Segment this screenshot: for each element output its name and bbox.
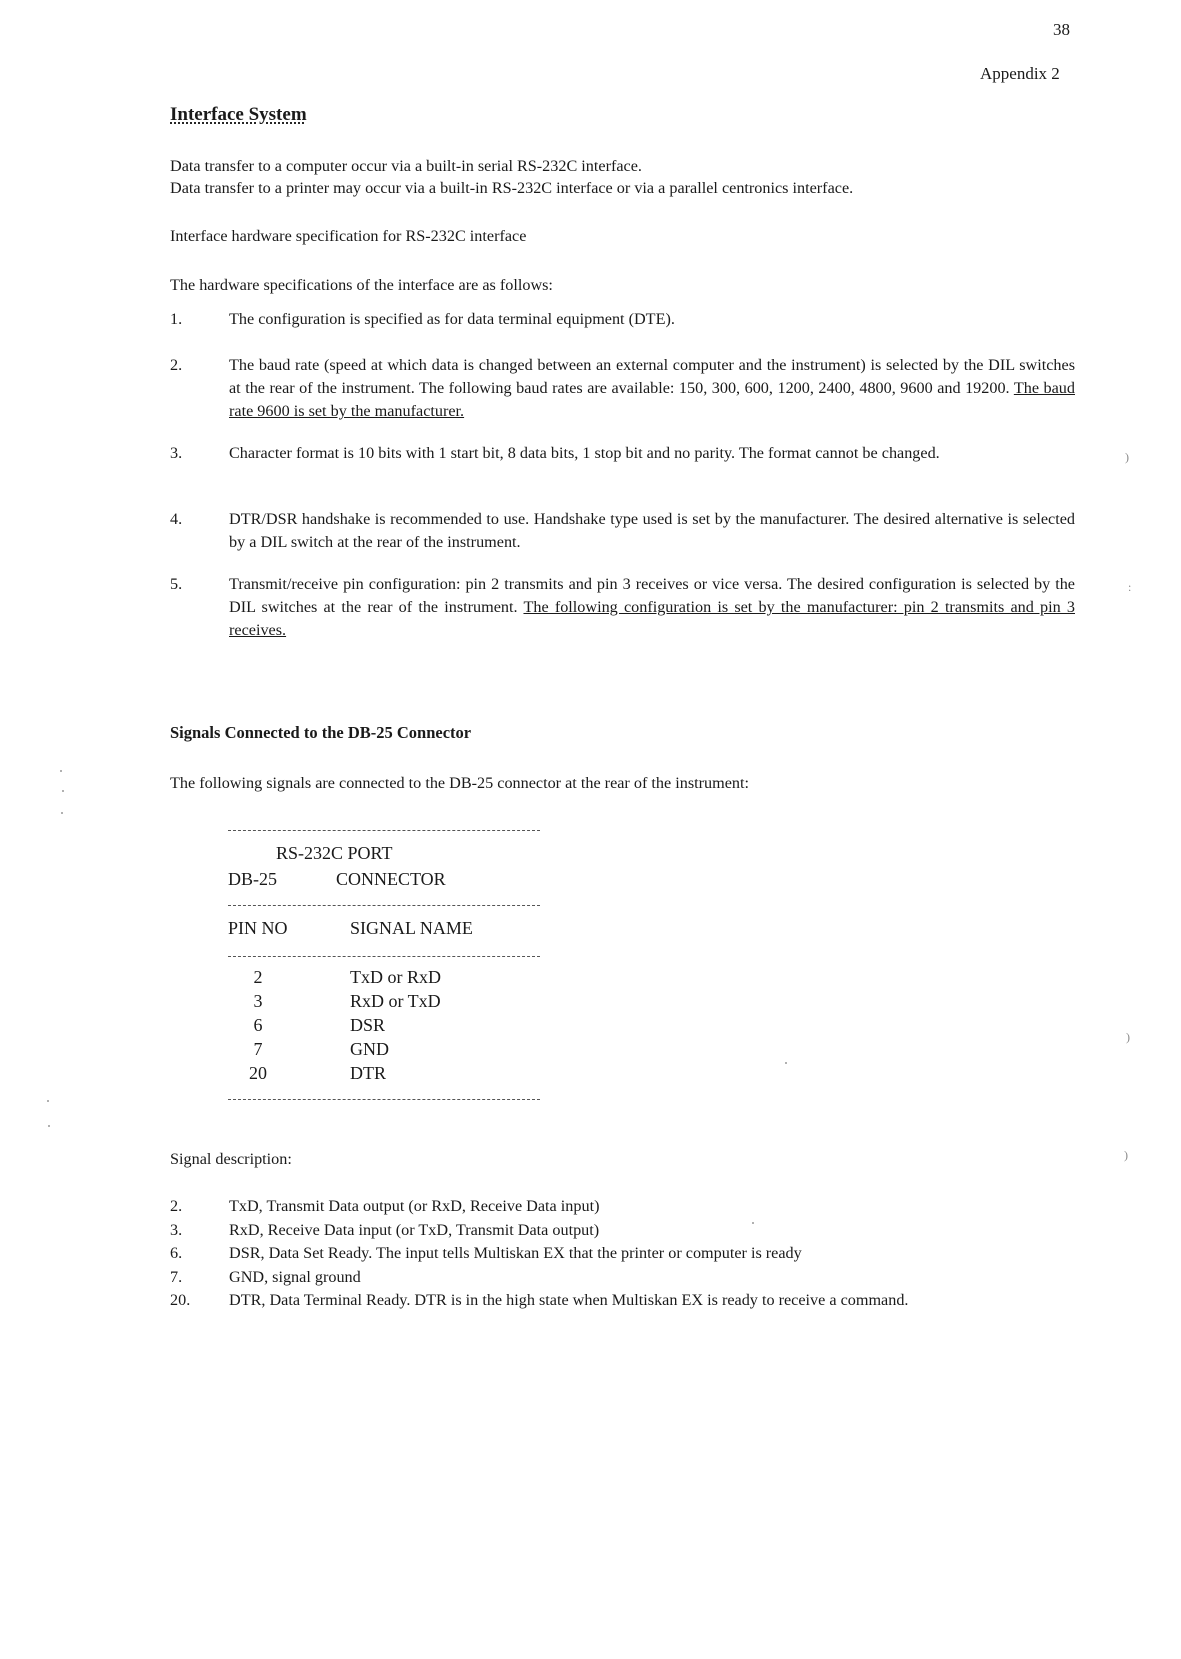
signal-text: DTR, Data Terminal Ready. DTR is in the high state when Multiskan EX is ready to receive a command. <box>229 1291 909 1310</box>
spec-item <box>170 573 1075 642</box>
signal-number: 7. <box>170 1267 183 1286</box>
scan-speck <box>47 1100 49 1102</box>
hw-spec-heading: Interface hardware specification for RS-232C interface <box>170 227 527 245</box>
table-row <box>228 991 540 1015</box>
table-row <box>228 1015 540 1039</box>
spec-text: The configuration is specified as for data terminal equipment (DTE). <box>229 310 675 328</box>
scan-mark: ) <box>1125 450 1129 464</box>
signal-number: 3. <box>170 1220 183 1239</box>
scan-speck <box>61 812 63 814</box>
signal-text: GND, signal ground <box>229 1267 361 1286</box>
table-rule <box>228 1099 540 1100</box>
scan-speck <box>60 770 62 772</box>
spec-text: Character format is 10 bits with 1 start bit, 8 data bits, 1 stop bit and no parity. The format cannot be changed. <box>229 444 940 462</box>
spec-number: 4. <box>170 510 183 528</box>
spec-number: 2. <box>170 356 183 374</box>
signal-description-heading: Signal description: <box>170 1150 292 1168</box>
table-rule <box>228 905 540 906</box>
signal-number: 20. <box>170 1291 191 1310</box>
scan-speck <box>785 1062 787 1064</box>
signal-description-item <box>170 1266 1075 1290</box>
hw-spec-lead: The hardware specifications of the interface are as follows: <box>170 276 553 294</box>
scan-mark: ) <box>1124 1148 1128 1162</box>
spec-number: 5. <box>170 575 183 593</box>
col-header-pin: PIN NO <box>228 918 288 938</box>
spec-text: The baud rate (speed at which data is changed between an external computer and the instrument) is selected by the DIL switches at the rear of the instrument. The following baud rates are available: 150, 300, 600, 1200, 2400, 4800, 9600 and 19200. <box>229 356 1075 397</box>
spec-item <box>170 508 1075 554</box>
pin-cell: 6 <box>253 1015 263 1035</box>
signal-cell: DTR <box>350 1063 386 1083</box>
scan-mark: ) <box>1126 1030 1130 1044</box>
spec-underlined-text: The following configuration is set by the manufacturer: pin 2 transmits and pin 3 receives. <box>229 598 1075 639</box>
spec-number: 3. <box>170 444 183 462</box>
signal-cell: GND <box>350 1039 389 1059</box>
spec-text: Transmit/receive pin configuration: pin 2 transmits and pin 3 receives or vice versa. The desired configuration is selected by the DIL switches at the rear of the instrument. <box>229 575 1075 616</box>
spec-item <box>170 442 1075 465</box>
scan-speck <box>48 1125 50 1127</box>
pin-cell: 2 <box>253 967 263 987</box>
page-number: 38 <box>1053 20 1070 39</box>
signal-number: 6. <box>170 1244 183 1263</box>
table-body <box>228 967 540 1087</box>
intro-paragraph <box>170 155 853 199</box>
signal-description-list <box>170 1195 1075 1313</box>
db-label: DB-25 <box>228 869 277 889</box>
scan-mark: : <box>1128 580 1132 594</box>
spec-text: DTR/DSR handshake is recommended to use. Handshake type used is set by the manufacturer. The desired alternative is selected by a DIL switch at the rear of the instrument. <box>229 510 1075 551</box>
spec-item <box>170 354 1075 423</box>
signal-text: RxD, Receive Data input (or TxD, Transmit Data output) <box>229 1220 600 1239</box>
signal-description-item <box>170 1242 1075 1266</box>
signal-cell: RxD or TxD <box>350 991 441 1011</box>
intro-line: Data transfer to a computer occur via a built-in serial RS-232C interface. <box>170 157 642 175</box>
signal-number: 2. <box>170 1197 183 1215</box>
signal-description-item <box>170 1195 1075 1219</box>
table-row <box>228 1039 540 1063</box>
connector-heading: Signals Connected to the DB-25 Connector <box>170 723 472 742</box>
table-row <box>228 1063 540 1087</box>
scan-speck <box>752 1222 754 1224</box>
connector-intro: The following signals are connected to the DB-25 connector at the rear of the instrument: <box>170 774 749 792</box>
spec-underlined-text: The baud rate 9600 is set by the manufacturer. <box>229 379 1075 420</box>
table-row <box>228 967 540 991</box>
pin-cell: 20 <box>249 1063 267 1083</box>
signal-cell: TxD or RxD <box>350 967 441 987</box>
pin-table <box>228 830 540 1100</box>
appendix-label: Appendix 2 <box>980 64 1060 83</box>
scan-speck <box>62 790 64 792</box>
pin-cell: 7 <box>253 1039 263 1059</box>
connector-label: CONNECTOR <box>336 869 446 889</box>
signal-text: TxD, Transmit Data output (or RxD, Receive Data input) <box>229 1197 600 1215</box>
intro-line: Data transfer to a printer may occur via a built-in RS-232C interface or via a parallel centronics interface. <box>170 179 854 197</box>
table-rule <box>228 956 540 957</box>
spec-number: 1. <box>170 310 183 328</box>
table-rule <box>228 830 540 831</box>
pin-cell: 3 <box>253 991 263 1011</box>
signal-description-item <box>170 1289 1075 1313</box>
col-header-signal: SIGNAL NAME <box>350 918 473 938</box>
signal-text: DSR, Data Set Ready. The input tells Multiskan EX that the printer or computer is ready <box>229 1244 802 1263</box>
port-title: RS-232C PORT <box>276 843 393 863</box>
spec-item <box>170 308 1075 331</box>
page-title: Interface System <box>170 104 307 125</box>
signal-description-item <box>170 1219 1075 1243</box>
signal-cell: DSR <box>350 1015 386 1035</box>
